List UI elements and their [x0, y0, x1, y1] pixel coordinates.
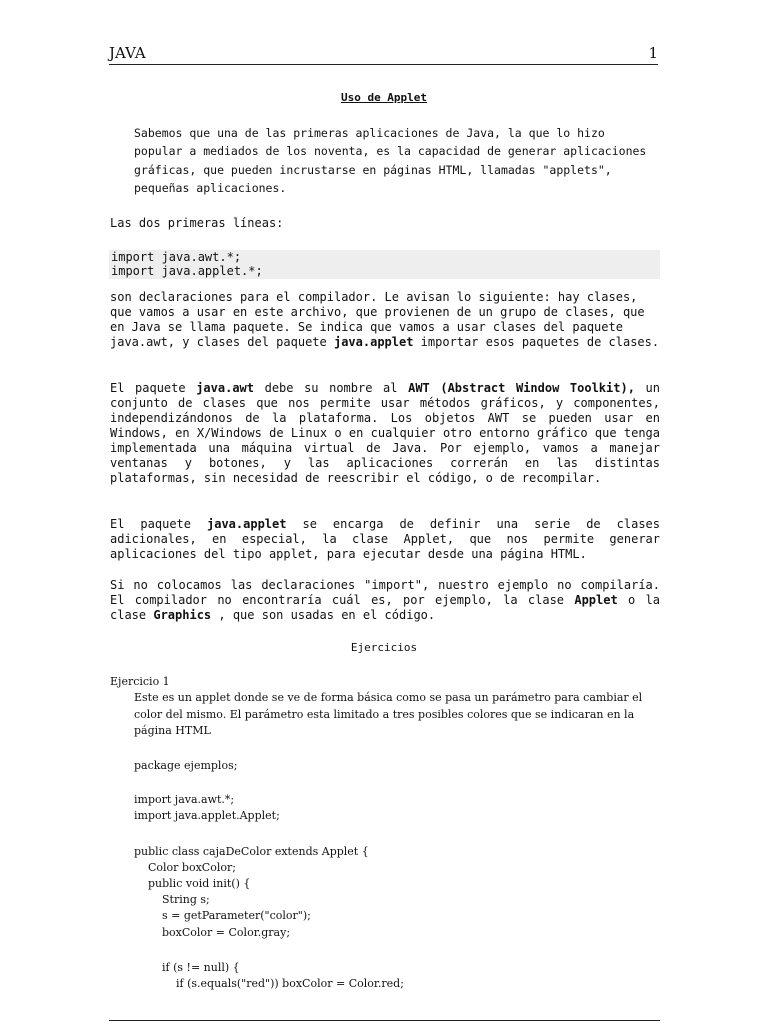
code-line: Color boxColor; — [148, 861, 236, 874]
code-line: if (s != null) { — [162, 961, 240, 974]
header-title: JAVA — [109, 44, 146, 62]
code-line: s = getParameter("color"); — [162, 909, 311, 922]
paragraph-awt: El paquete java.awt debe su nombre al AWT (Abstract Window Toolkit), un conjunto de clases que nos permite usar métodos gráficos, y componentes, independizándonos de la plataforma. Los objetos AWT se pueden usar en Windows, en X/Windows de Linux o en cualquier otro entorno gráfico que tenga implementada una máquina virtual de Java. Por ejemplo, vamos a manejar ventanas y botones, y las aplicaciones correrán en las distintas plataformas, sin necesidad de reescribir el código, o de recompilar. — [110, 381, 660, 485]
exercise-title: Ejercicio 1 — [110, 675, 170, 688]
paragraph-import: Si no colocamos las declaraciones "import", nuestro ejemplo no compilaría. El compilador no encontraría cuál es, por ejemplo, la clase Applet o la clase Graphics , que son usadas en el código. — [110, 578, 660, 622]
imports-code-block — [109, 250, 660, 279]
lines-intro: Las dos primeras líneas: — [110, 216, 284, 230]
code-line: public class cajaDeColor extends Applet { — [134, 845, 369, 858]
code-line: String s; — [162, 893, 210, 906]
page-number: 1 — [648, 44, 658, 62]
paragraph-declarations: son declaraciones para el compilador. Le avisan lo siguiente: hay clases, que vamos a usar en este archivo, que provienen de un grupo de clases, que en Java se llama paquete. Se indica que vamos a usar clases del paquete java.awt, y clases del paquete java.applet importar esos paquetes de clases. — [110, 290, 660, 349]
code-line: package ejemplos; — [134, 759, 238, 772]
code-line: public void init() { — [148, 877, 251, 890]
import-line: import java.awt.*; — [111, 250, 242, 264]
footer-rule — [109, 1020, 660, 1021]
code-line: boxColor = Color.gray; — [162, 926, 291, 939]
code-line: import java.applet.Applet; — [134, 809, 280, 822]
code-line: import java.awt.*; — [134, 793, 235, 806]
exercise-description: Este es un applet donde se ve de forma básica como se pasa un parámetro para cambiar el color del mismo. El parámetro esta limitado a tres posibles colores que se indicaran en la página HTML — [134, 691, 643, 737]
code-line: if (s.equals("red")) boxColor = Color.red; — [176, 977, 404, 990]
paragraph-applet: El paquete java.applet se encarga de definir una serie de clases adicionales, en especial, la clase Applet, que nos permite generar aplicaciones del tipo applet, para ejecutar desde una página HTML. — [110, 517, 660, 561]
page-header — [109, 44, 658, 65]
import-line: import java.applet.*; — [111, 264, 263, 278]
section-title: Uso de Applet — [340, 91, 428, 104]
exercises-heading: Ejercicios — [350, 641, 418, 654]
intro-paragraph: Sabemos que una de las primeras aplicaciones de Java, la que lo hizo popular a mediados de los noventa, es la capacidad de generar aplicaciones gráficas, que pueden incrustarse en páginas HTML, llamadas "applets", pequeñas aplicaciones. — [134, 126, 647, 195]
